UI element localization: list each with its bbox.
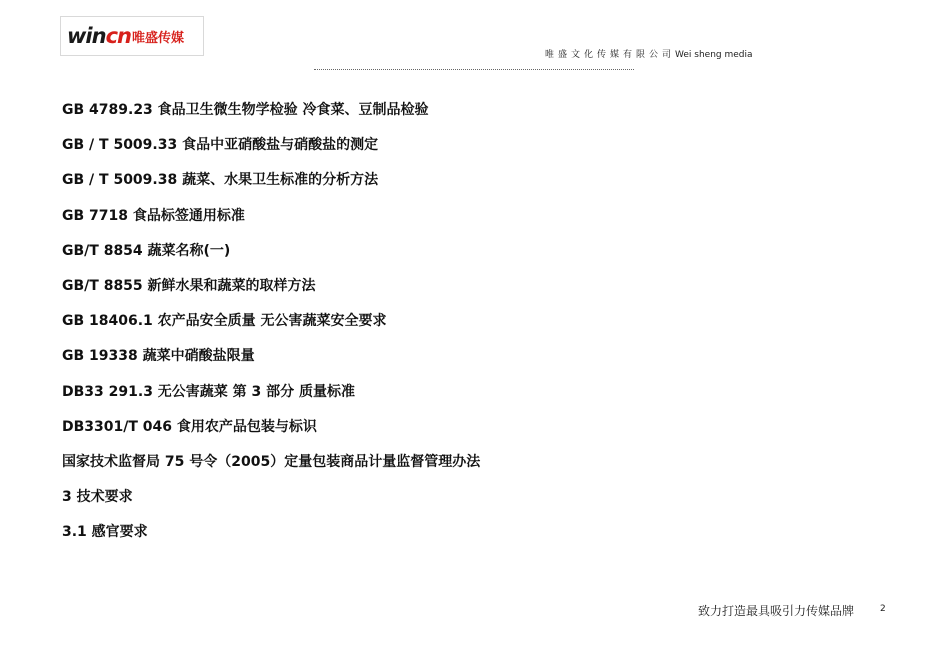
header-divider [314,69,634,70]
body-line: DB33 291.3 无公害蔬菜 第 3 部分 质量标准 [62,383,356,400]
body-line: DB3301/T 046 食用农产品包装与标识 [62,418,317,435]
body-line: 国家技术监督局 75 号令（2005）定量包装商品计量监督管理办法 [62,453,481,470]
body-line: GB / T 5009.33 食品中亚硝酸盐与硝酸盐的测定 [62,137,379,154]
logo-latin-accent: cn [105,24,131,48]
body-line: GB/T 8855 新鲜水果和蔬菜的取样方法 [62,277,316,294]
page-number: 2 [880,604,886,614]
body-line: GB 18406.1 农产品安全质量 无公害蔬菜安全要求 [62,313,387,330]
section-heading: 3 技术要求 [62,489,133,506]
body-line: GB/T 8854 蔬菜名称(一) [62,242,231,259]
body-line: GB 4789.23 食品卫生微生物学检验 冷食菜、豆制品检验 [62,102,429,118]
company-name-header [545,47,753,60]
body-line: GB 7718 食品标签通用标准 [62,207,245,224]
company-name-english: Wei sheng media [675,50,753,60]
company-name-chinese: 唯盛文化传媒有限公司 [545,50,676,60]
body-line: GB / T 5009.38 蔬菜、水果卫生标准的分析方法 [62,172,379,189]
body-line: GB 19338 蔬菜中硝酸盐限量 [62,348,255,365]
subsection-heading: 3.1 感官要求 [62,524,148,541]
logo-latin-main: win [67,24,106,48]
document-body [62,100,882,557]
footer-slogan: 致力打造最具吸引力传媒品牌 [698,604,855,618]
logo-chinese-name: 唯盛传媒 [131,30,184,46]
logo-wordmark [67,24,131,48]
company-logo [60,16,204,56]
